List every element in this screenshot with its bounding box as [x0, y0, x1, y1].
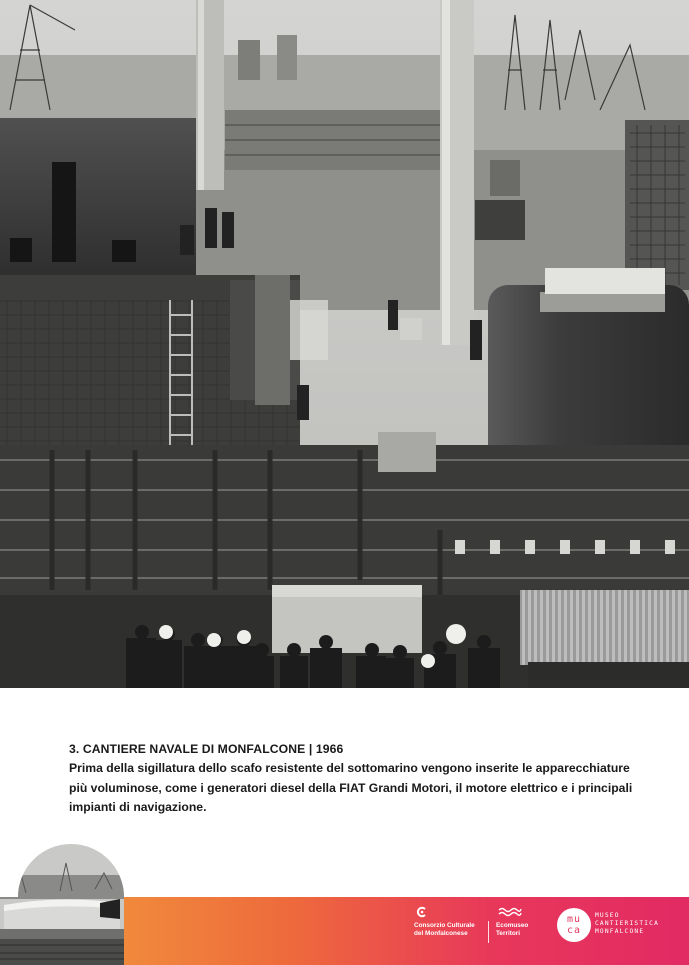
muca-mark-line-2: ca — [566, 925, 582, 936]
consorzio-line-1: Consorzio Culturale — [414, 922, 475, 929]
submarine-thumbnail-photo — [0, 833, 128, 965]
caption-line: più voluminose, come i generatori diesel della FIAT Grandi Motori, il motore elettrico e i principali — [69, 780, 633, 795]
ecomuseo-line-1: Ecomuseo — [496, 922, 529, 929]
muca-mark-line-1: mu — [566, 914, 582, 925]
ecomuseo-line-2: Territori — [496, 929, 521, 937]
consorzio-logo-icon — [416, 906, 428, 918]
caption-body — [69, 759, 639, 818]
caption — [69, 740, 639, 818]
muca-logo-name — [595, 912, 659, 936]
muca-name-line-2: CANTIERISTICA — [595, 920, 660, 927]
caption-title: 3. CANTIERE NAVALE DI MONFALCONE | 1966 — [69, 742, 344, 756]
consorzio-logo — [414, 906, 475, 950]
caption-line: Prima della sigillatura dello scafo resistente del sottomarino vengono inserite le apparecchiature — [69, 761, 630, 775]
caption-line: impianti di navigazione. — [69, 800, 207, 814]
muca-name-line-1: MUSEO — [595, 912, 620, 919]
muca-name-line-3: MONFALCONE — [595, 928, 645, 935]
ecomuseo-logo — [496, 906, 528, 950]
waves-logo-icon — [498, 906, 522, 918]
muca-logo-mark — [557, 908, 591, 942]
consorzio-line-2: del Monfalconese — [414, 929, 468, 937]
logo-divider — [488, 921, 489, 943]
